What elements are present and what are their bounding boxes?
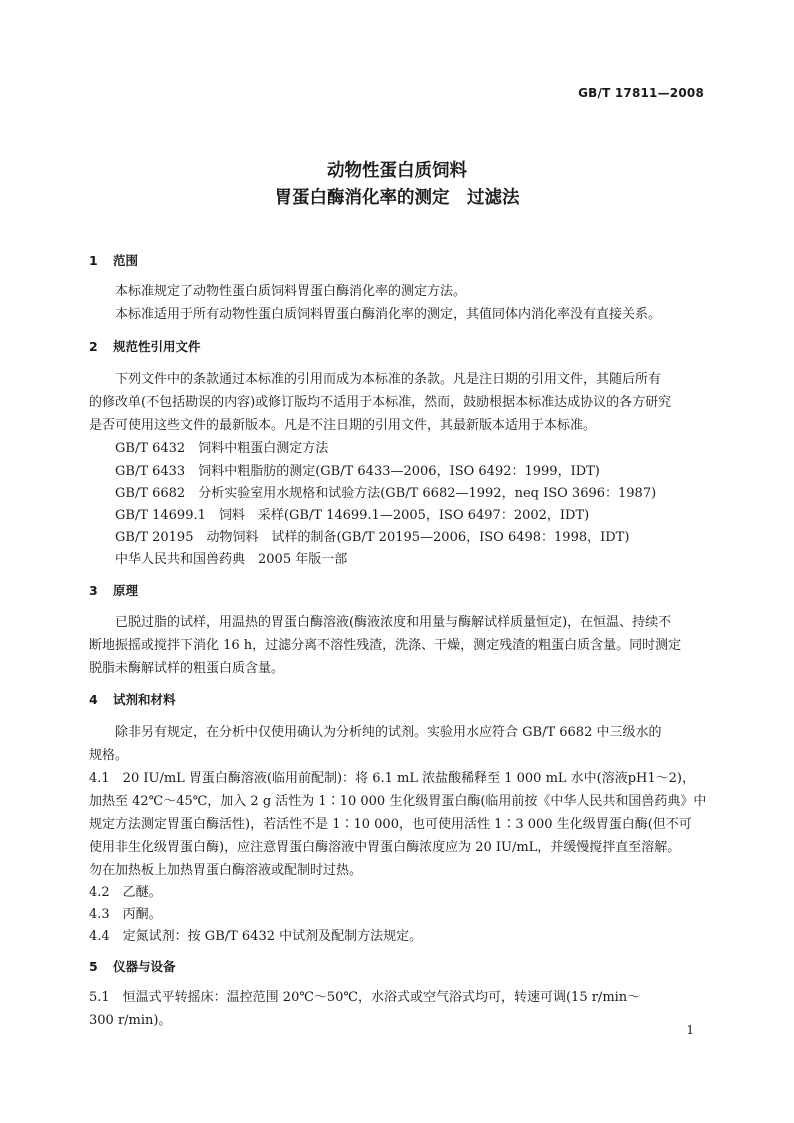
section-number: 2 <box>89 339 98 354</box>
section-number: 4 <box>89 692 98 707</box>
reference-item: GB/T 6433 饲料中粗脂肪的测定(GB/T 6433—2006，ISO 6492：1999，IDT) <box>115 464 600 479</box>
paragraph-line: 除非另有规定，在分析中仅使用确认为分析纯的试剂。实验用水应符合 GB/T 6682 中三级水的 <box>115 725 662 740</box>
section-heading-5 <box>89 957 176 975</box>
clause-item: 4.3 丙酮。 <box>89 907 162 922</box>
paragraph-line: 本标准适用于所有动物性蛋白质饲料胃蛋白酶消化率的测定，其值同体内消化率没有直接关系。 <box>115 307 662 322</box>
paragraph-line: 5.1 恒温式平转摇床：温控范围 20℃～50℃，水浴式或空气浴式均可，转速可调(15 r/min～ <box>89 990 641 1005</box>
paragraph-line: 300 r/min)。 <box>89 1013 172 1028</box>
paragraph-line: 是否可使用这些文件的最新版本。凡是不注日期的引用文件，其最新版本适用于本标准。 <box>89 418 597 433</box>
paragraph-line: 加热至 42℃～45℃，加入 2 g 活性为 1∶10 000 生化级胃蛋白酶(临用前按《中华人民共和国兽药典》中 <box>89 794 707 809</box>
section-title: 试剂和材料 <box>113 692 176 707</box>
paragraph-line: 使用非生化级胃蛋白酶)，应注意胃蛋白酶溶液中胃蛋白酶浓度应为 20 IU/mL，并缓慢搅拌直至溶解。 <box>89 840 681 855</box>
section-heading-1 <box>89 251 138 269</box>
reference-item: GB/T 6682 分析实验室用水规格和试验方法(GB/T 6682—1992，neq ISO 3696：1987) <box>115 486 657 501</box>
paragraph-line: 4.1 20 IU/mL 胃蛋白酶溶液(临用前配制)：将 6.1 mL 浓盐酸稀释至 1 000 mL 水中(溶液pH1～2)， <box>89 771 696 786</box>
paragraph-line: 脱脂未酶解试样的粗蛋白质含量。 <box>89 661 285 676</box>
section-title: 规范性引用文件 <box>113 339 201 354</box>
section-title: 范围 <box>113 253 139 268</box>
paragraph-line: 规定方法测定胃蛋白酶活性)，若活性不是 1∶10 000，也可使用活性 1∶3 000 生化级胃蛋白酶(但不可 <box>89 817 692 832</box>
section-heading-3 <box>89 581 138 599</box>
section-title: 原理 <box>113 583 139 598</box>
paragraph-line: 本标准规定了动物性蛋白质饲料胃蛋白酶消化率的测定方法。 <box>115 284 467 299</box>
paragraph-line: 规格。 <box>89 748 129 763</box>
reference-item: GB/T 20195 动物饲料 试样的制备(GB/T 20195—2006，ISO 6498：1998，IDT) <box>115 530 630 545</box>
section-number: 3 <box>89 583 98 598</box>
section-title: 仪器与设备 <box>113 959 176 974</box>
section-number: 1 <box>89 253 98 268</box>
standard-number: GB/T 17811—2008 <box>578 86 704 100</box>
reference-item: GB/T 6432 饲料中粗蛋白测定方法 <box>115 441 329 456</box>
clause-item: 4.4 定氮试剂：按 GB/T 6432 中试剂及配制方法规定。 <box>89 929 423 944</box>
paragraph-line: 断地振摇或搅拌下消化 16 h，过滤分离不溶性残渣，洗涤、干燥，测定残渣的粗蛋白质含量。同时测定 <box>89 638 682 653</box>
paragraph-line: 下列文件中的条款通过本标准的引用而成为本标准的条款。凡是注日期的引用文件，其随后所有 <box>115 372 662 387</box>
paragraph-line: 勿在加热板上加热胃蛋白酶溶液或配制时过热。 <box>89 863 363 878</box>
reference-item: 中华人民共和国兽药典 2005 年版一部 <box>115 552 348 567</box>
paragraph-line: 的修改单(不包括勘误的内容)或修订版均不适用于本标准，然而，鼓励根据本标准达成协议的各方研究 <box>89 395 672 410</box>
paragraph-line: 已脱过脂的试样，用温热的胃蛋白酶溶液(酶液浓度和用量与酶解试样质量恒定)，在恒温、持续不 <box>115 615 672 630</box>
document-title-line-1: 动物性蛋白质饲料 <box>327 161 467 181</box>
reference-item: GB/T 14699.1 饲料 采样(GB/T 14699.1—2005，ISO 6497：2002，IDT) <box>115 508 590 523</box>
page-number: 1 <box>686 1023 694 1037</box>
clause-item: 4.2 乙醚。 <box>89 885 162 900</box>
section-number: 5 <box>89 959 98 974</box>
section-heading-2 <box>89 337 201 355</box>
section-heading-4 <box>89 690 176 708</box>
document-title-line-2: 胃蛋白酶消化率的测定 过滤法 <box>274 188 520 208</box>
